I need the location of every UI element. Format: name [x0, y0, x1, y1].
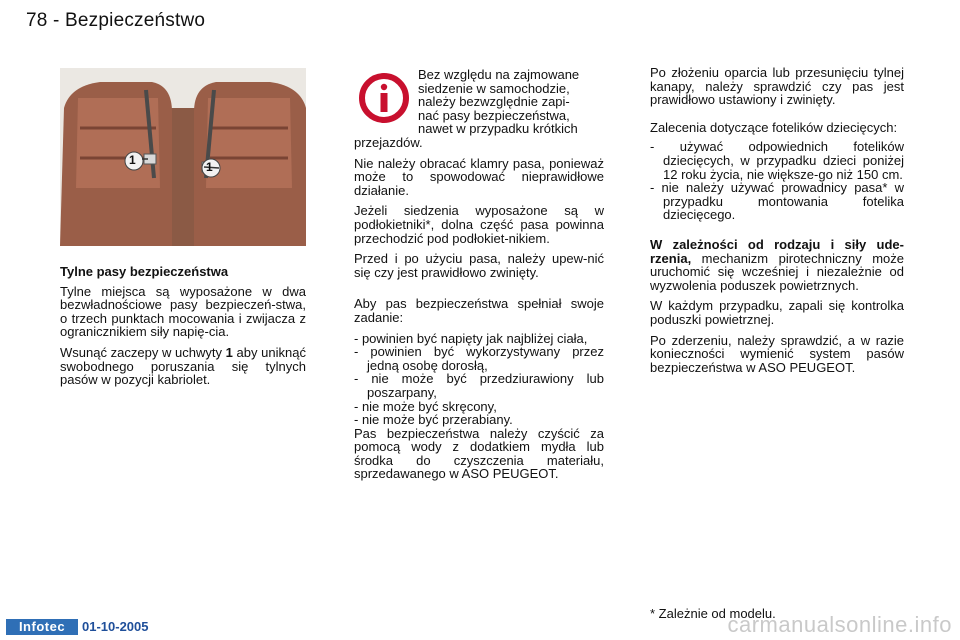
info-warning-icon — [358, 72, 410, 124]
requirements-intro: Aby pas bezpieczeństwa spełniał swoje zadanie: — [354, 296, 604, 325]
list-item: - nie może być przedziurawiony lub poszarpany, — [354, 371, 604, 400]
buckle-note: Nie należy obracać klamry pasa, ponieważ może to spowodować nieprawidłowe działanie. — [354, 155, 604, 198]
airbag-lamp-note: W każdym przypadku, zapali się kontrolka poduszki powietrznej. — [650, 298, 904, 327]
footnote: * Zależnie od modelu. — [650, 606, 776, 621]
infotec-logo: Infotec — [6, 619, 78, 635]
middle-body — [354, 136, 604, 488]
header-separator: - — [53, 10, 60, 31]
warning-block — [352, 66, 604, 482]
page-title: Bezpieczeństwo — [65, 10, 206, 31]
list-item: - nie może być skręcony, — [354, 398, 497, 414]
print-date: 01-10-2005 — [82, 619, 149, 634]
page-header — [26, 10, 205, 32]
seatback-note: Po złożeniu oparcia lub przesunięciu tylnej kanapy, należy sprawdzić czy pas jest prawidłowo ustawiony i zwinięty. — [650, 65, 904, 108]
list-item: - używać odpowiednich fotelików dziecięcych, w przypadku dzieci poniżej 12 roku życia, nie większe-go niż 150 cm. — [650, 139, 904, 182]
clip-instruction: Wsunąć zaczepy w uchwyty 1 aby uniknąć swobodnego poruszania się tylnych pasów w pozycji kabriolet. — [60, 344, 306, 388]
list-item: - nie może być przerabiany. — [354, 412, 513, 428]
list-item: - powinien być napięty jak najbliżej ciała, — [354, 330, 588, 346]
armrest-note: Jeżeli siedzenia wyposażone są w podłokietniki*, dolna część pasa powinna przechodzić pod podłokiet-nikiem. — [354, 203, 604, 246]
list-item: - nie należy używać prowadnicy pasa* w przypadku montowania fotelika dziecięcego. — [650, 180, 904, 223]
right-column — [650, 66, 904, 381]
rear-belts-description: Tylne miejsca są wyposażone w dwa bezwładnościowe pasy bezpieczeń-stwa, o trzech punktach mocowania i zwijacza z ogranicznikiem siły napię-cia. — [60, 283, 306, 340]
rear-seats-illustration — [60, 68, 306, 246]
callout-label-1: 1 — [129, 153, 136, 167]
warning-text: Bez względu na zajmowane siedzenie w samochodzie, należy bezwzględnie zapi- nać pasy bezpieczeństwa, nawet w przypadku krótkich — [418, 67, 580, 137]
page-number: 78 — [26, 10, 48, 31]
retraction-note: Przed i po użyciu pasa, należy upew-nić się czy jest prawidłowo zwinięty. — [354, 251, 604, 280]
after-collision-note: Po zderzeniu, należy sprawdzić, a w razie konieczności wymienić system pasów bezpieczeństwa w ASO PEUGEOT. — [650, 332, 904, 375]
rear-seats-photo — [60, 68, 306, 246]
list-item: - powinien być wykorzystywany przez jedną osobę dorosłą, — [354, 344, 604, 373]
callout-label-1-second: 1 — [206, 160, 213, 174]
section-heading: Tylne pasy bezpieczeństwa — [60, 264, 229, 279]
watermark: carmanualsonline.info — [727, 612, 952, 637]
warning-tail: przejazdów. — [354, 135, 423, 150]
pretensioner-note: W zależności od rodzaju i siły ude-rzenia, mechanizm pirotechniczny może uruchomić się wcześniej i niezależnie od wyzwolenia poduszek powietrznych. — [650, 236, 904, 293]
child-seat-heading: Zalecenia dotyczące fotelików dziecięcych: — [650, 119, 898, 135]
left-column — [60, 265, 306, 394]
cleaning-note: Pas bezpieczeństwa należy czyścić za pomocą wody z dodatkiem mydła lub środka do czyszczenia materiału, sprzedawanego w ASO PEUGEOT. — [354, 425, 604, 482]
